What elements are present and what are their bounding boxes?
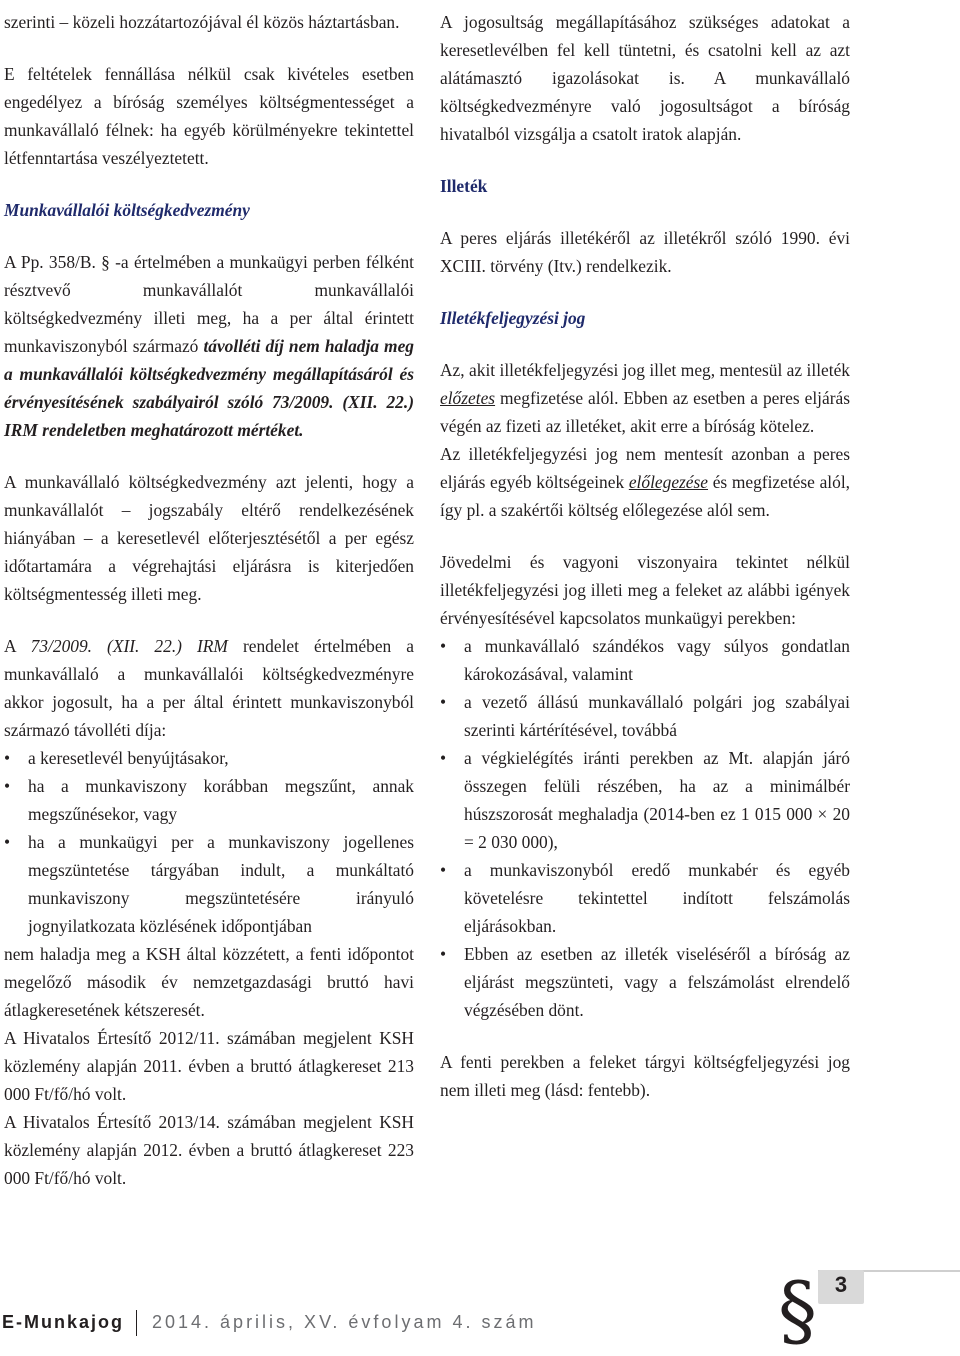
- section-sign-icon: §: [778, 1266, 817, 1356]
- bullet-icon: •: [440, 860, 447, 880]
- list-item-text: ha a munkaviszony korábban megszűnt, annak megszűnésekor, vagy: [28, 776, 414, 824]
- right-column: [440, 8, 850, 1104]
- text-run: és megfizetése alól, így pl. a szakértői költség előlegezése alól sem.: [440, 472, 850, 520]
- list-item-text: a munkaviszonyból eredő munkabér és egyéb követelésre tekintettel indított felszámolás eljárásokban.: [464, 860, 850, 936]
- bullet-icon: •: [440, 636, 447, 656]
- emphasis-text: előlegezése: [628, 472, 709, 492]
- paragraph: A Hivatalos Értesítő 2013/14. számában megjelent KSH közlemény alapján 2012. évben a bruttó átlagkereset 223 000 Ft/fő/hó volt.: [4, 1112, 414, 1188]
- paragraph: szerinti – közeli hozzátartozójával él közös háztartásban.: [4, 12, 400, 32]
- text-run: A Pp. 358/B. § -a értelmében a munkaügyi perben félként résztvevő munkavállalót munkavállalói költségkedvezmény illeti meg, ha a per által érintett munkaviszonyból származó: [4, 252, 414, 356]
- issue-info: 2014. április, XV. évfolyam 4. szám: [152, 1312, 537, 1332]
- page-footer: [0, 1266, 960, 1356]
- bullet-list: [4, 744, 414, 940]
- bullet-icon: •: [4, 832, 11, 852]
- list-item: [440, 632, 850, 688]
- text-run: Az, akit illetékfeljegyzési jog illet meg, mentesül az illeték: [440, 360, 850, 380]
- list-item: [440, 940, 850, 1024]
- list-item-text: a végkielégítés iránti perekben az Mt. alapján járó összegen felüli részében, ha az a minimálbér húszszorosát meghaladja (2014-ben ez 1 015 000 × 20 = 2 030 000),: [464, 748, 850, 852]
- bullet-icon: •: [440, 748, 447, 768]
- list-item: [4, 744, 414, 772]
- list-item: [440, 856, 850, 940]
- bullet-icon: •: [440, 944, 447, 964]
- text-run: megfizetése alól. Ebben az esetben a peres eljárás végén az fizeti az illetéket, akit erre a bíróság kötelez.: [440, 388, 850, 436]
- list-item-text: a vezető állású munkavállaló polgári jog szabályai szerinti kártérítésével, továbbá: [464, 692, 850, 740]
- bullet-icon: •: [4, 776, 11, 796]
- bullet-list: [440, 632, 850, 1024]
- regulation-ref: 73/2009. (XII. 22.) IRM: [30, 636, 228, 656]
- left-column: [4, 8, 414, 1192]
- list-item: [4, 772, 414, 828]
- list-item-text: a munkavállaló szándékos vagy súlyos gondatlan károkozásával, valamint: [464, 636, 850, 684]
- paragraph: E feltételek fennállása nélkül csak kivételes esetben engedélyez a bíróság személyes költségmentességet a munkavállaló félnek: ha egyéb körülményekre tekintettel létfenntartása veszélyeztetett.: [4, 64, 414, 168]
- paragraph: A Hivatalos Értesítő 2012/11. számában megjelent KSH közlemény alapján 2011. évben a bruttó átlagkereset 213 000 Ft/fő/hó volt.: [4, 1028, 414, 1104]
- page-number: 3: [834, 1272, 848, 1297]
- paragraph: Jövedelmi és vagyoni viszonyaira tekintet nélkül illetékfeljegyzési jog illeti meg a feleket az alábbi igények érvényesítésével kapcsolatos munkaügyi perekben:: [440, 552, 850, 628]
- list-item-text: ha a munkaügyi per a munkaviszony jogellenes megszüntetése tárgyában indult, a munkáltató munkaviszony megszüntetésére irányuló jognyilatkozata közlésének időpontjában: [28, 832, 414, 936]
- section-heading: Illetékfeljegyzési jog: [440, 308, 586, 328]
- paragraph: A jogosultság megállapításához szükséges adatokat a keresetlevélben fel kell tüntetni, és csatolni kell az azt alátámasztó igazolásokat is. A munkavállaló költségkedvezményre való jogosultságot a bíróság hivatalból vizsgálja a csatolt iratok alapján.: [440, 12, 850, 144]
- paragraph: A peres eljárás illetékéről az illetékről szóló 1990. évi XCIII. törvény (Itv.) rendelkezik.: [440, 228, 850, 276]
- bullet-icon: •: [4, 748, 11, 768]
- list-item: [440, 688, 850, 744]
- paragraph: A fenti perekben a feleket tárgyi költségfeljegyzési jog nem illeti meg (lásd: fentebb).: [440, 1052, 850, 1100]
- page-number-badge: [818, 1270, 864, 1304]
- list-item-text: a keresetlevél benyújtásakor,: [28, 748, 229, 768]
- list-item-text: Ebben az esetben az illeték viseléséről a bíróság az eljárást megszünteti, vagy a felszámolást elrendelő végzésében dönt.: [464, 944, 850, 1020]
- section-heading: Munkavállalói költségkedvezmény: [4, 200, 250, 220]
- paragraph: [4, 248, 414, 444]
- emphasis-text: távolléti díj nem haladja meg a munkavállalói költségkedvezmény megállapításáról és érvényesítésének szabályairól szóló 73/2009. (XII. 22.) IRM rendeletben meghatározott mértéket.: [4, 336, 414, 440]
- list-item: [440, 744, 850, 856]
- section-heading: Illeték: [440, 176, 488, 196]
- list-item: [4, 828, 414, 940]
- emphasis-text: előzetes: [440, 388, 496, 408]
- paragraph: [4, 632, 414, 744]
- bullet-icon: •: [440, 692, 447, 712]
- publication-title: E-Munkajog: [2, 1312, 124, 1332]
- text-run: A: [4, 636, 31, 656]
- text-run: Az illetékfeljegyzési jog nem mentesít azonban a peres eljárás egyéb költségeinek: [440, 444, 850, 492]
- footer-divider: [136, 1310, 137, 1336]
- text-run: rendelet értelmében a munkavállaló a munkavállalói költségkedvezményre akkor jogosult, ha a per által érintett munkaviszonyból származó távolléti díja:: [4, 636, 415, 740]
- paragraph: [440, 440, 850, 524]
- paragraph: A munkavállaló költségkedvezmény azt jelenti, hogy a munkavállalót – jogszabály eltérő rendelkezésének hiányában – a keresetlevél előterjesztésétől a per egész időtartamára a végrehajtási eljárásra is kiterjedően költségmentesség illeti meg.: [4, 472, 414, 604]
- paragraph: nem haladja meg a KSH által közzétett, a fenti időpontot megelőző második év nemzetgazdasági bruttó havi átlagkeresetének kétszeresét.: [4, 944, 414, 1020]
- paragraph: [440, 356, 850, 440]
